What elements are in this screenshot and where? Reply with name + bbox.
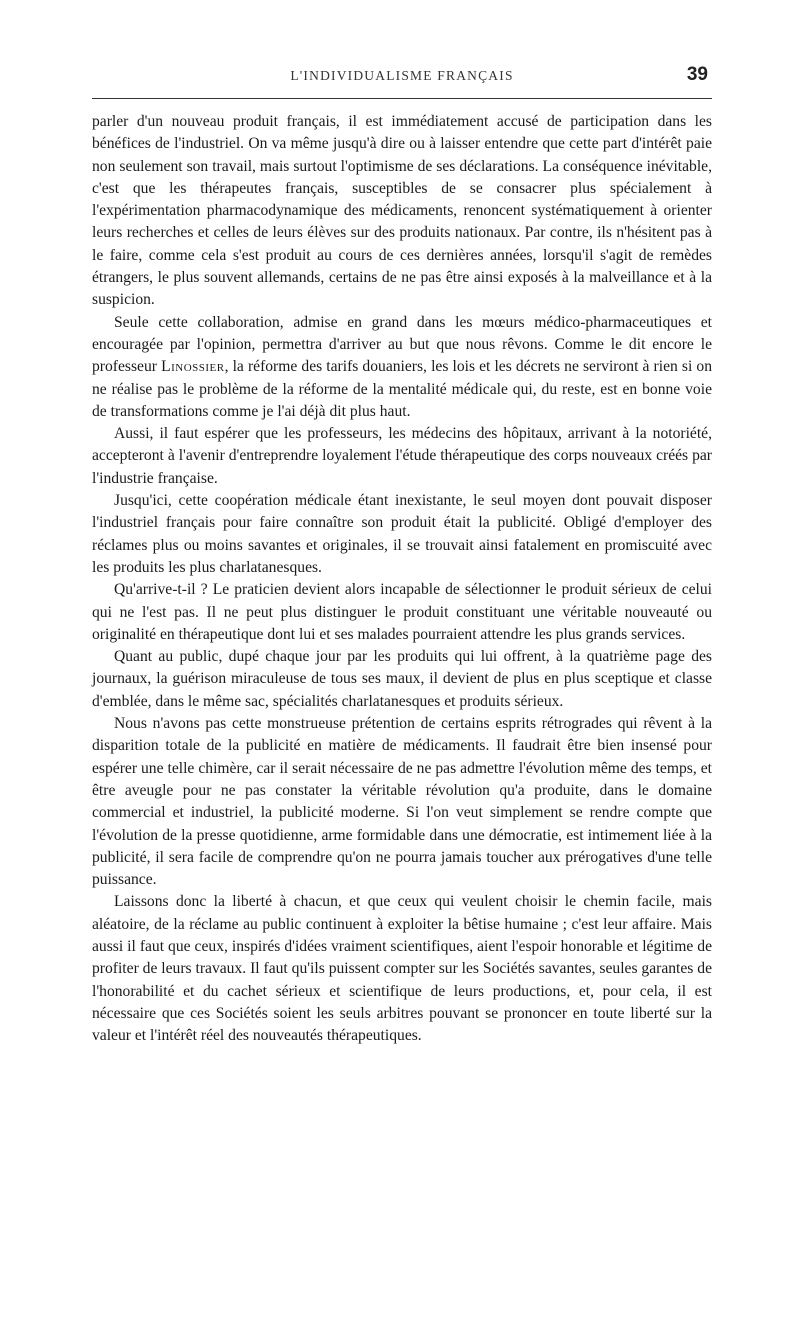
paragraph-1: parler d'un nouveau produit français, il est immédiatement accusé de participation dans les bénéfices de l'industriel. On va même jusqu'à dire ou à laisser entendre que cette part d'intérêt paie non seulement son travail, mais surtout l'optimisme de ses déclarations. La conséquence inévitable, c'est que les thérapeutes français, susceptibles de se consacrer plus spécialement à l'expérimentation pharmacodynamique des médicaments, renoncent systématiquement à orienter leurs recherches et celles de leurs élèves sur des produits nationaux. Par contre, ils n'hésitent pas à le faire, comme cela s'est produit au cours de ces dernières années, lorsqu'il s'agit de remèdes étrangers, le plus souvent allemands, certains de ne pas être ainsi exposés à la malveillance et à la suspicion. — [92, 113, 712, 309]
paragraph-2-end: , la réforme des tarifs douaniers, les lois et les décrets ne serviront à rien si on ne réalise pas le problème de la réforme de la mentalité médicale qui, du reste, est en bonne voie de transformations comme je l'ai déjà dit plus haut. — [92, 358, 712, 420]
header-rule — [92, 98, 712, 99]
book-page — [92, 62, 712, 1047]
paragraph-2 — [92, 312, 712, 423]
paragraph-2-start: Seule cette collaboration, admise en grand dans les mœurs médico-pharmaceutiques et encouragée par l'opinion, permettra d'arriver au but que nous rêvons. Comme le dit encore le professeur — [92, 313, 712, 376]
page-number: 39 — [686, 64, 708, 85]
paragraph-3: Aussi, il faut espérer que les professeurs, les médecins des hôpitaux, arrivant à la notoriété, accepteront à l'avenir d'entreprendre loyalement l'étude thérapeutique des corps nouveaux créés par l'industrie française. — [92, 425, 712, 487]
paragraph-5: Qu'arrive-t-il ? Le praticien devient alors incapable de sélectionner le produit sérieux de celui qui ne l'est pas. Il ne peut plus distinguer le produit constituant une véritable nouveauté ou originalité en thérapeutique dont lui et ses malades pourraient attendre les plus grands services. — [92, 581, 712, 643]
running-title: L'INDIVIDUALISME FRANÇAIS — [290, 68, 514, 83]
paragraph-7: Nous n'avons pas cette monstrueuse prétention de certains esprits rétrogrades qui rêvent à la disparition totale de la publicité en matière de médicaments. Il faudrait être bien insensé pour espérer une telle chimère, car il serait nécessaire de ne pas admettre l'évolution même des temps, et être aveugle pour ne pas constater la véritable révolution qu'a produite, dans le domaine commercial et industriel, la publicité moderne. Si l'on veut simplement se rendre compte que l'évolution de la presse quotidienne, arme formidable dans une démocratie, est intimement liée à la publicité, il sera facile de comprendre qu'on ne pourra jamais toucher aux prérogatives d'une telle puissance. — [92, 715, 712, 889]
paragraph-4: Jusqu'ici, cette coopération médicale étant inexistante, le seul moyen dont pouvait disposer l'industriel français pour faire connaître son produit était la publicité. Obligé d'employer des réclames plus ou moins savantes et originales, il se trouvait ainsi fatalement en promiscuité avec les produits les plus charlatanesques. — [92, 492, 712, 576]
paragraph-8: Laissons donc la liberté à chacun, et que ceux qui veulent choisir le chemin facile, mais aléatoire, de la réclame au public continuent à exploiter la bêtise humaine ; c'est leur affaire. Mais aussi il faut que ceux, inspirés d'idées vraiment scientifiques, aient l'espoir honorable et légitime de profiter de leurs travaux. Il faut qu'ils puissent compter sur les Sociétés savantes, seules garantes de l'honorabilité et du cachet sérieux et scientifique de leurs productions, et, pour cela, il est nécessaire que ces Sociétés soient les seuls arbitres pouvant se prononcer en toute liberté sur la valeur et l'intérêt réel des nouveautés thérapeutiques. — [92, 893, 712, 1045]
body-text — [92, 111, 712, 1047]
page-header — [92, 62, 712, 96]
paragraph-6: Quant au public, dupé chaque jour par les produits qui lui offrent, à la quatrième page des journaux, la guérison miraculeuse de tous ses maux, il devient de plus en plus sceptique et classe d'emblée, dans le même sac, spécialités charlatanesques et produits sérieux. — [92, 648, 712, 710]
cited-name: Linossier — [161, 358, 225, 376]
